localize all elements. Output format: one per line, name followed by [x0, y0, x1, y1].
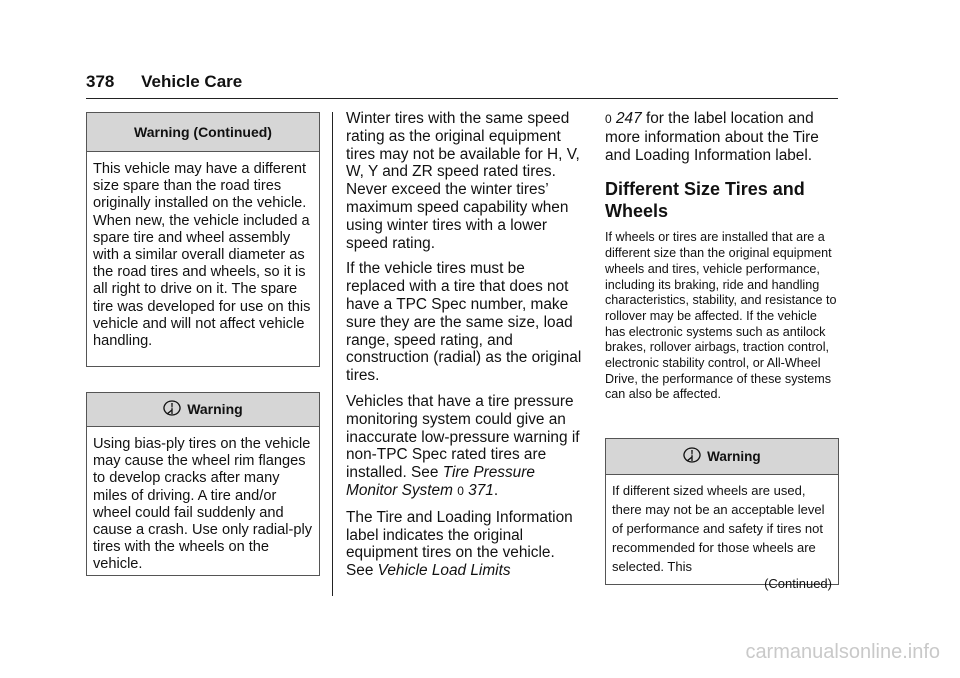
warning-box-text: Using bias-ply tires on the vehicle may cause the wheel rim flanges to develop cracks after many miles of driving. A tire and/or wheel could fail suddenly and cause a crash. Use only radial-ply tires with the wheels on the vehicle.	[93, 436, 313, 573]
paragraph: 0 247 for the label location and more information about the Tire and Loading Information label.	[605, 110, 819, 164]
warning-icon	[163, 395, 181, 428]
column-divider	[332, 112, 333, 596]
warning-box-bias-ply	[86, 392, 320, 576]
warning-box-title: Warning (Continued)	[87, 113, 319, 152]
header-rule	[86, 98, 838, 99]
continued-label: (Continued)	[764, 576, 832, 591]
section-title: Vehicle Care	[141, 72, 243, 91]
svg-text:!: !	[170, 401, 174, 412]
warning-continued-box	[86, 112, 320, 367]
svg-text:!: !	[690, 448, 694, 459]
watermark: carmanualsonline.info	[745, 641, 940, 663]
section-heading: Different Size Tires and Wheels	[605, 179, 805, 222]
paragraph: The Tire and Loading Information label indicates the original equipment tires on the vehicle. See Vehicle Load Limits	[346, 508, 573, 580]
page-reference[interactable]: 247	[615, 110, 642, 127]
paragraph: Winter tires with the same speed rating as the original equipment tires may not be available for H, V, W, Y and ZR speed rated tires. Never exceed the winter tires’ maximum speed capability when using winter tires with a lower speed rating.	[346, 110, 580, 252]
warning-box-text: If different sized wheels are used, there may not be an acceptable level of performance and safety if tires not recommended for those wheels are selected. This	[612, 483, 825, 574]
paragraph: If the vehicle tires must be replaced with a tire that does not have a TPC Spec number, make sure they are the same size, load range, speed rating, and construction (radial) as the original tires.	[346, 260, 582, 385]
page-reference[interactable]: 371	[468, 481, 494, 499]
page-number: 378	[86, 72, 115, 91]
page-ref-arrow-icon: 0	[605, 112, 612, 126]
text-column-middle	[346, 110, 586, 588]
warning-box-title: ! Warning	[606, 439, 838, 475]
paragraph: If wheels or tires are installed that are a different size than the original equipment wheels and tires, vehicle performance, including its braking, ride and handling characteristics, stability, and resistance to rollover may be affected. If the vehicle has electronic systems such as antilock brakes, rollover airbags, traction control, electronic stability control, or All-Wheel Drive, the performance of these systems can also be affected.	[605, 230, 837, 402]
cross-reference[interactable]: Vehicle Load Limits	[377, 562, 511, 580]
text-column-right	[605, 110, 837, 411]
warning-box-text: This vehicle may have a different size spare than the road tires originally installed on the vehicle. When new, the vehicle included a spare tire and wheel assembly with a similar overall diameter as the road tires and wheels, so it is all right to drive on it. The spare tire was developed for use on this vehicle and will not affect vehicle handling.	[93, 161, 311, 350]
warning-icon	[683, 441, 701, 476]
page-ref-arrow-icon: 0	[457, 483, 464, 498]
warning-box-title: ! Warning	[87, 393, 319, 427]
page-header	[86, 72, 242, 92]
paragraph: Vehicles that have a tire pressure monitoring system could give an inaccurate low-pressure warning if non-TPC Spec rated tires are installed. See Tire Pressure Monitor System 0 371.	[346, 392, 580, 499]
warning-box-size	[605, 438, 839, 591]
cross-reference[interactable]: Tire Pressure Monitor System	[346, 464, 535, 499]
